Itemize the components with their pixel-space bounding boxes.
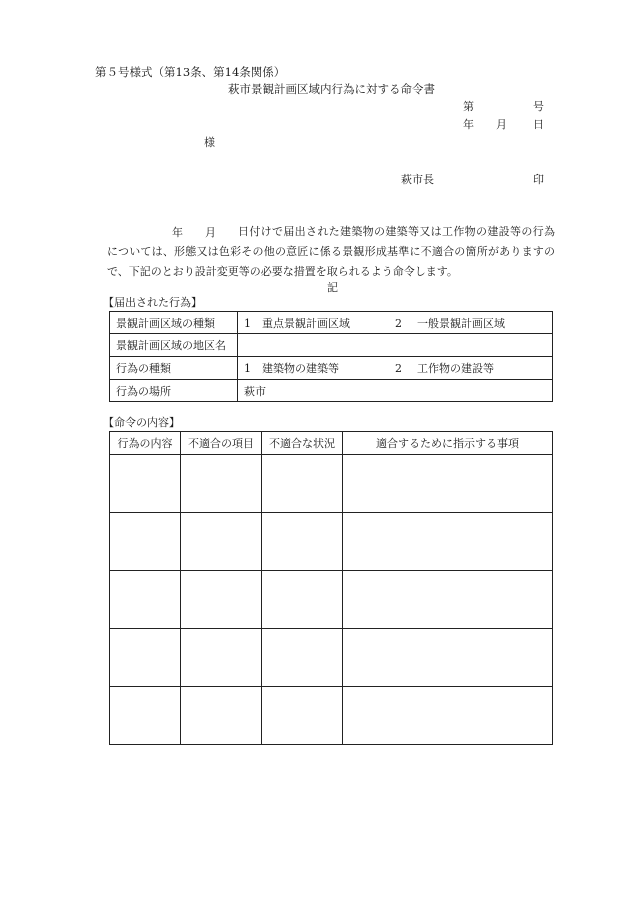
table-cell[interactable] [110,455,181,513]
doc-number-prefix: 第 [463,100,474,113]
column-header: 不適合な状況 [262,432,343,455]
date-day-label: 日 [533,118,544,131]
order-section-heading: 【命令の内容】 [103,416,180,429]
table-cell[interactable] [343,629,553,687]
table-row [110,312,553,334]
table-cell[interactable] [262,687,343,745]
addressee-honorific: 様 [204,136,215,149]
option-structure: 工作物の建設等 [417,362,494,375]
table-cell[interactable] [343,571,553,629]
table-row [110,455,553,513]
form-number: 第５号様式（第13条、第14条関係） [95,65,286,79]
table-row [110,629,553,687]
table-row [110,571,553,629]
option-priority-zone: 重点景観計画区域 [262,316,350,330]
act-type-options [238,357,553,380]
issuer-name: 萩市長 [401,173,434,186]
table-row [110,513,553,571]
option-number: 2 [395,362,402,375]
table-cell[interactable] [262,629,343,687]
zone-type-options [238,312,553,334]
table-cell[interactable] [181,455,262,513]
notified-table [109,311,553,402]
table-cell[interactable] [262,455,343,513]
column-header: 適合するために指示する事項 [343,432,553,455]
table-cell[interactable] [181,571,262,629]
table-cell[interactable] [262,571,343,629]
table-row [110,687,553,745]
table-cell[interactable] [110,687,181,745]
body-paragraph: 日付けで届出された建築物の建築等又は工作物の建設等の行為については、形態又は色彩その他の意匠に係る景観形成基準に不適合の箇所がありますので、下記のとおり設計変更等の必要な措置を取られるよう命令します。 [107,225,555,278]
table-cell[interactable] [343,687,553,745]
option-number: 1 [244,362,251,375]
option-general-zone: 一般景観計画区域 [417,316,505,330]
table-header-row [110,432,553,455]
seal-mark: 印 [533,173,544,186]
body-year-label: 年 [172,226,183,239]
table-row [110,334,553,357]
table-cell[interactable] [110,513,181,571]
table-cell[interactable] [262,513,343,571]
table-cell[interactable] [181,513,262,571]
table-row [110,380,553,402]
table-cell[interactable] [181,687,262,745]
location-field[interactable]: 萩市 [238,380,553,402]
option-number: 2 [395,316,402,330]
option-number: 1 [244,316,251,330]
table-cell[interactable] [343,455,553,513]
column-header: 不適合の項目 [181,432,262,455]
date-month-label: 月 [496,118,507,131]
table-cell[interactable] [181,629,262,687]
table-row [110,357,553,380]
table-cell[interactable] [110,571,181,629]
body-month-label: 月 [205,226,216,239]
doc-number-suffix: 号 [533,100,544,113]
order-table [109,431,553,745]
column-header: 行為の内容 [110,432,181,455]
row-label: 行為の種類 [110,357,238,380]
table-cell[interactable] [343,513,553,571]
table-cell[interactable] [110,629,181,687]
row-label: 景観計画区域の種類 [110,312,238,334]
row-label: 行為の場所 [110,380,238,402]
document-title: 萩市景観計画区域内行為に対する命令書 [228,82,435,96]
notified-section-heading: 【届出された行為】 [103,296,202,309]
ki-label: 記 [327,281,338,294]
row-label: 景観計画区域の地区名 [110,334,238,357]
district-name-field[interactable] [238,334,553,357]
option-building: 建築物の建築等 [262,362,339,375]
date-year-label: 年 [463,118,474,131]
